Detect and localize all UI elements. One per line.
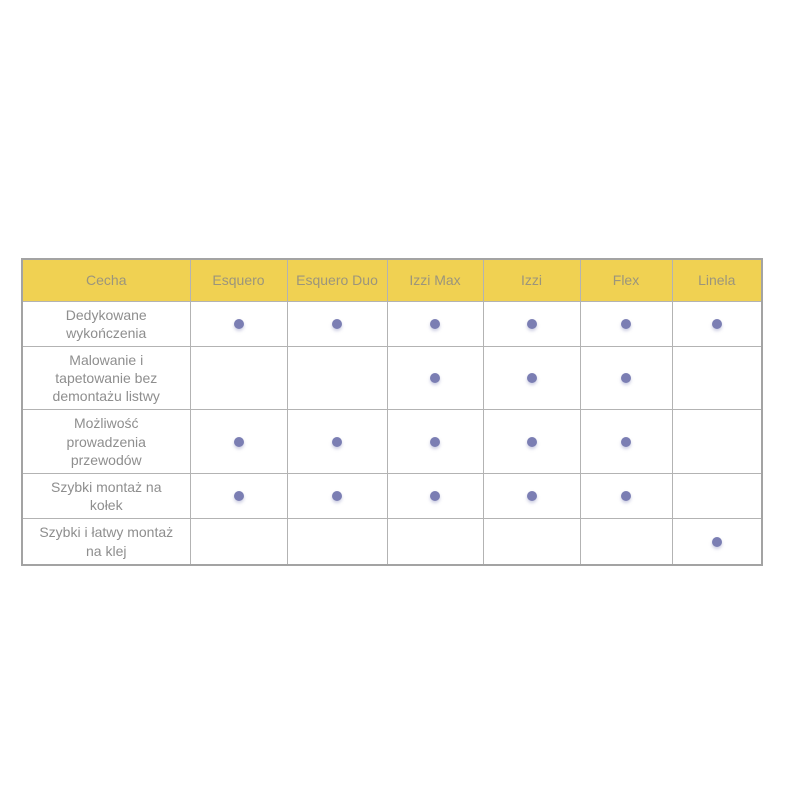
value-cell: [483, 301, 580, 346]
filled-circle-icon: [332, 491, 342, 501]
column-header-esquero-duo: Esquero Duo: [287, 259, 387, 301]
filled-circle-icon: [527, 491, 537, 501]
value-cell: [190, 301, 287, 346]
column-header-cecha: Cecha: [22, 259, 190, 301]
value-cell: [287, 474, 387, 519]
feature-label: Malowanie i tapetowanie bez demontażu listwy: [22, 346, 190, 410]
value-cell: [580, 519, 672, 565]
value-cell: [287, 346, 387, 410]
value-cell: [387, 410, 483, 474]
filled-circle-icon: [712, 319, 722, 329]
value-cell: [387, 474, 483, 519]
filled-circle-icon: [527, 437, 537, 447]
column-header-izzi-max: Izzi Max: [387, 259, 483, 301]
value-cell: [672, 346, 762, 410]
filled-circle-icon: [621, 491, 631, 501]
feature-comparison-table-wrap: [21, 258, 762, 566]
filled-circle-icon: [621, 319, 631, 329]
feature-label: Szybki montaż na kołek: [22, 474, 190, 519]
table-row: [22, 519, 762, 565]
filled-circle-icon: [430, 373, 440, 383]
filled-circle-icon: [332, 437, 342, 447]
value-cell: [190, 519, 287, 565]
table-row: [22, 346, 762, 410]
value-cell: [190, 474, 287, 519]
value-cell: [672, 301, 762, 346]
value-cell: [483, 474, 580, 519]
value-cell: [387, 346, 483, 410]
value-cell: [672, 519, 762, 565]
value-cell: [483, 519, 580, 565]
filled-circle-icon: [621, 373, 631, 383]
value-cell: [580, 474, 672, 519]
filled-circle-icon: [430, 319, 440, 329]
filled-circle-icon: [430, 437, 440, 447]
table-row: [22, 474, 762, 519]
feature-label: Dedykowane wykończenia: [22, 301, 190, 346]
filled-circle-icon: [527, 373, 537, 383]
filled-circle-icon: [430, 491, 440, 501]
value-cell: [190, 410, 287, 474]
value-cell: [190, 346, 287, 410]
value-cell: [483, 346, 580, 410]
filled-circle-icon: [712, 537, 722, 547]
feature-comparison-table: [21, 258, 763, 566]
value-cell: [580, 410, 672, 474]
table-row: [22, 410, 762, 474]
table-row: [22, 301, 762, 346]
column-header-izzi: Izzi: [483, 259, 580, 301]
value-cell: [580, 301, 672, 346]
feature-label: Możliwość prowadzenia przewodów: [22, 410, 190, 474]
filled-circle-icon: [234, 319, 244, 329]
filled-circle-icon: [234, 437, 244, 447]
column-header-esquero: Esquero: [190, 259, 287, 301]
value-cell: [287, 410, 387, 474]
filled-circle-icon: [527, 319, 537, 329]
value-cell: [672, 410, 762, 474]
value-cell: [483, 410, 580, 474]
value-cell: [287, 519, 387, 565]
value-cell: [287, 301, 387, 346]
value-cell: [387, 301, 483, 346]
filled-circle-icon: [234, 491, 244, 501]
value-cell: [672, 474, 762, 519]
value-cell: [580, 346, 672, 410]
value-cell: [387, 519, 483, 565]
filled-circle-icon: [332, 319, 342, 329]
column-header-flex: Flex: [580, 259, 672, 301]
column-header-linela: Linela: [672, 259, 762, 301]
feature-label: Szybki i łatwy montaż na klej: [22, 519, 190, 565]
table-header-row: [22, 259, 762, 301]
filled-circle-icon: [621, 437, 631, 447]
